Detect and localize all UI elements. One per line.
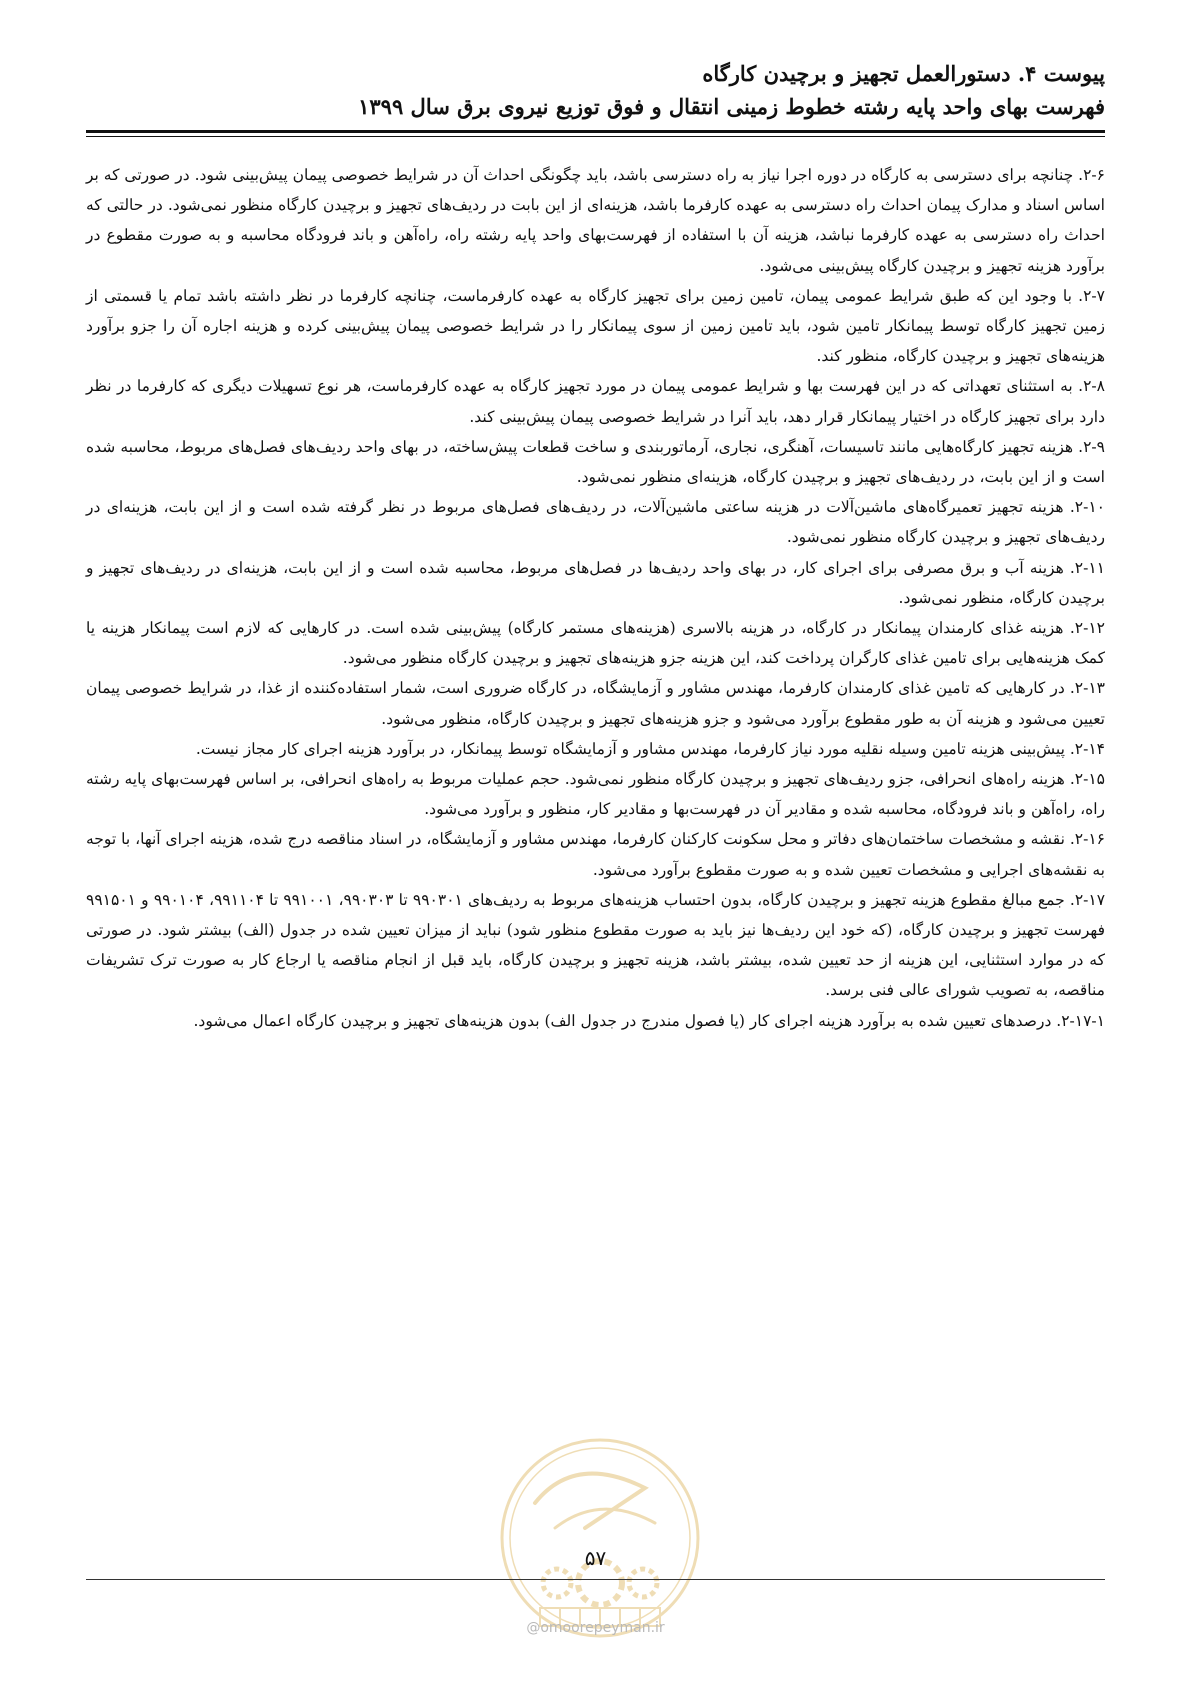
paragraph-2-9: ۲-۹. هزینه تجهیز کارگاه‌هایی مانند تاسیسات، آهنگری، نجاری، آرماتوربندی و ساخت قطعات پیش‌ساخته، در بهای واحد ردیف‌های فصل‌های مربوط، محاسبه شده است و از این بابت، در ردیف‌های تجهیز و برچیدن کارگاه، هزینه‌ای منظور نمی‌شود. (86, 437, 1105, 487)
paragraph-2-14: ۲-۱۴. پیش‌بینی هزینه تامین وسیله نقلیه مورد نیاز کارفرما، مهندس مشاور و آزمایشگاه توسط پیمانکار، در برآورد هزینه اجرای کار مجاز نیست. (195, 739, 1105, 758)
paragraph-2-6: ۲-۶. چنانچه برای دسترسی به کارگاه در دوره اجرا نیاز به راه دسترسی باشد، باید چگونگی احداث آن در شرایط خصوصی پیمان پیش‌بینی شود. در صورتی که بر اساس اسناد و مدارک پیمان احداث راه دسترسی به عهده کارفرما باشد، هزینه‌ای از این بابت در ردیف‌های تجهیز و برچیدن کارگاه منظور نمی‌شود. در حالتی که احداث راه دسترسی به عهده کارفرما نباشد، هزینه آن با استفاده از فهرست‌بهای واحد پایه رشته راه، راه‌آهن و باند فرودگاه محاسبه و به صورت مقطوع در برآورد هزینه تجهیز و برچیدن کارگاه پیش‌بینی می‌شود. (86, 166, 1105, 275)
header-rule-thin (86, 136, 1105, 137)
paragraph-2-13: ۲-۱۳. در کارهایی که تامین غذای کارمندان کارفرما، مهندس مشاور و آزمایشگاه، در کارگاه ضروری است، شمار استفاده‌کننده از غذا، در شرایط خصوصی پیمان تعیین می‌شود و هزینه آن به طور مقطوع برآورد می‌شود و جزو هزینه‌های تجهیز و برچیدن کارگاه، منظور می‌شود. (86, 679, 1105, 728)
page-header (85, 58, 1105, 124)
paragraph-2-17-1: ۲-۱۷-۱. درصدهای تعیین شده به برآورد هزینه اجرای کار (یا فصول مندرج در جدول الف) بدون هزینه‌های تجهیز و برچیدن کارگاه اعمال می‌شود. (193, 1011, 1105, 1030)
paragraph-2-17: ۲-۱۷. جمع مبالغ مقطوع هزینه تجهیز و برچیدن کارگاه، بدون احتساب هزینه‌های مربوط به ردیف‌های ۹۹۰۳۰۱ تا ۹۹۰۳۰۳، ۹۹۱۰۰۱ تا ۹۹۱۱۰۴، ۹۹۰۱۰۴ و ۹۹۱۵۰۱ فهرست تجهیز و برچیدن کارگاه، (که خود این ردیف‌ها نیز باید به صورت مقطوع منظور شود) نباید از میزان تعیین شده در جدول (الف) بیشتر شود. در صورتی که در موارد استثنایی، این هزینه از حد تعیین شده، بیشتر باشد، هزینه تجهیز و برچیدن کارگاه، باید قبل از انجام مناقصه یا ارجاع کار به صورت ترک تشریفات مناقصه، به تصویب شورای عالی فنی برسد. (86, 890, 1106, 1000)
paragraph-2-7: ۲-۷. با وجود این که طبق شرایط عمومی پیمان، تامین زمین برای تجهیز کارگاه به عهده کارفرماست، چنانچه کارفرما در نظر داشته باشد تمام یا قسمتی از زمین تجهیز کارگاه توسط پیمانکار تامین شود، باید تامین زمین از سوی پیمانکار را در شرایط خصوصی پیمان پیش‌بینی کرده و هزینه اجاره آن را جزو برآورد هزینه‌های تجهیز و برچیدن کارگاه، منظور کند. (86, 286, 1105, 366)
header-subtitle: فهرست بهای واحد پایه رشته خطوط زمینی انتقال و فوق توزیع نیروی برق سال ۱۳۹۹ (358, 94, 1105, 119)
page-number: ۵۷ (584, 1546, 607, 1570)
footer-website: @omoorepeyman.ir (526, 1620, 665, 1636)
header-rule-thick (86, 130, 1105, 133)
paragraph-2-10: ۲-۱۰. هزینه تجهیز تعمیرگاه‌های ماشین‌آلات در هزینه ساعتی ماشین‌آلات، در ردیف‌های فصل‌های مربوط در نظر گرفته شده است و از این بابت، هزینه‌ای در ردیف‌های تجهیز و برچیدن کارگاه منظور نمی‌شود. (86, 498, 1105, 547)
header-title: پیوست ۴. دستورالعمل تجهیز و برچیدن کارگاه (702, 61, 1105, 86)
paragraph-2-15: ۲-۱۵. هزینه راه‌های انحرافی، جزو ردیف‌های تجهیز و برچیدن کارگاه منظور نمی‌شود. حجم عملیات مربوط به راه‌های انحرافی، بر اساس فهرست‌بهای پایه رشته راه، راه‌آهن و باند فرودگاه، محاسبه شده و مقادیر آن در فهرست‌بها و مقادیر کار، منظور و برآورد می‌شود. (86, 770, 1105, 819)
paragraph-2-11: ۲-۱۱. هزینه آب و برق مصرفی برای اجرای کار، در بهای واحد ردیف‌ها در فصل‌های مربوط، محاسبه شده است و از این بابت، هزینه‌ای در ردیف‌های تجهیز و برچیدن کارگاه، منظور نمی‌شود. (86, 558, 1105, 607)
watermark-logo-icon (495, 1433, 705, 1648)
paragraph-2-16: ۲-۱۶. نقشه و مشخصات ساختمان‌های دفاتر و محل سکونت کارکنان کارفرما، مهندس مشاور و آزمایشگاه، در اسناد مناقصه درج شده، هزینه اجرای آنها، با توجه به نقشه‌های اجرایی و مشخصات تعیین شده و به صورت مقطوع برآورد می‌شود. (86, 830, 1105, 879)
paragraph-2-8: ۲-۸. به استثنای تعهداتی که در این فهرست بها و شرایط عمومی پیمان در مورد تجهیز کارگاه به عهده کارفرماست، هر نوع تسهیلات دیگری که کارفرما در نظر دارد برای تجهیز کارگاه در اختیار پیمانکار قرار دهد، باید آنرا در شرایط خصوصی پیمان پیش‌بینی کند. (86, 377, 1105, 426)
body-text (86, 160, 1105, 1036)
paragraph-2-12: ۲-۱۲. هزینه غذای کارمندان پیمانکار در کارگاه، در هزینه بالاسری (هزینه‌های مستمر کارگاه) پیش‌بینی شده است. در کارهایی که لازم است پیمانکار هزینه یا کمک هزینه‌هایی برای تامین غذای کارگران پرداخت کند، این هزینه جزو هزینه‌های تجهیز و برچیدن کارگاه منظور می‌شود. (86, 619, 1105, 668)
footer-rule (86, 1579, 1105, 1580)
